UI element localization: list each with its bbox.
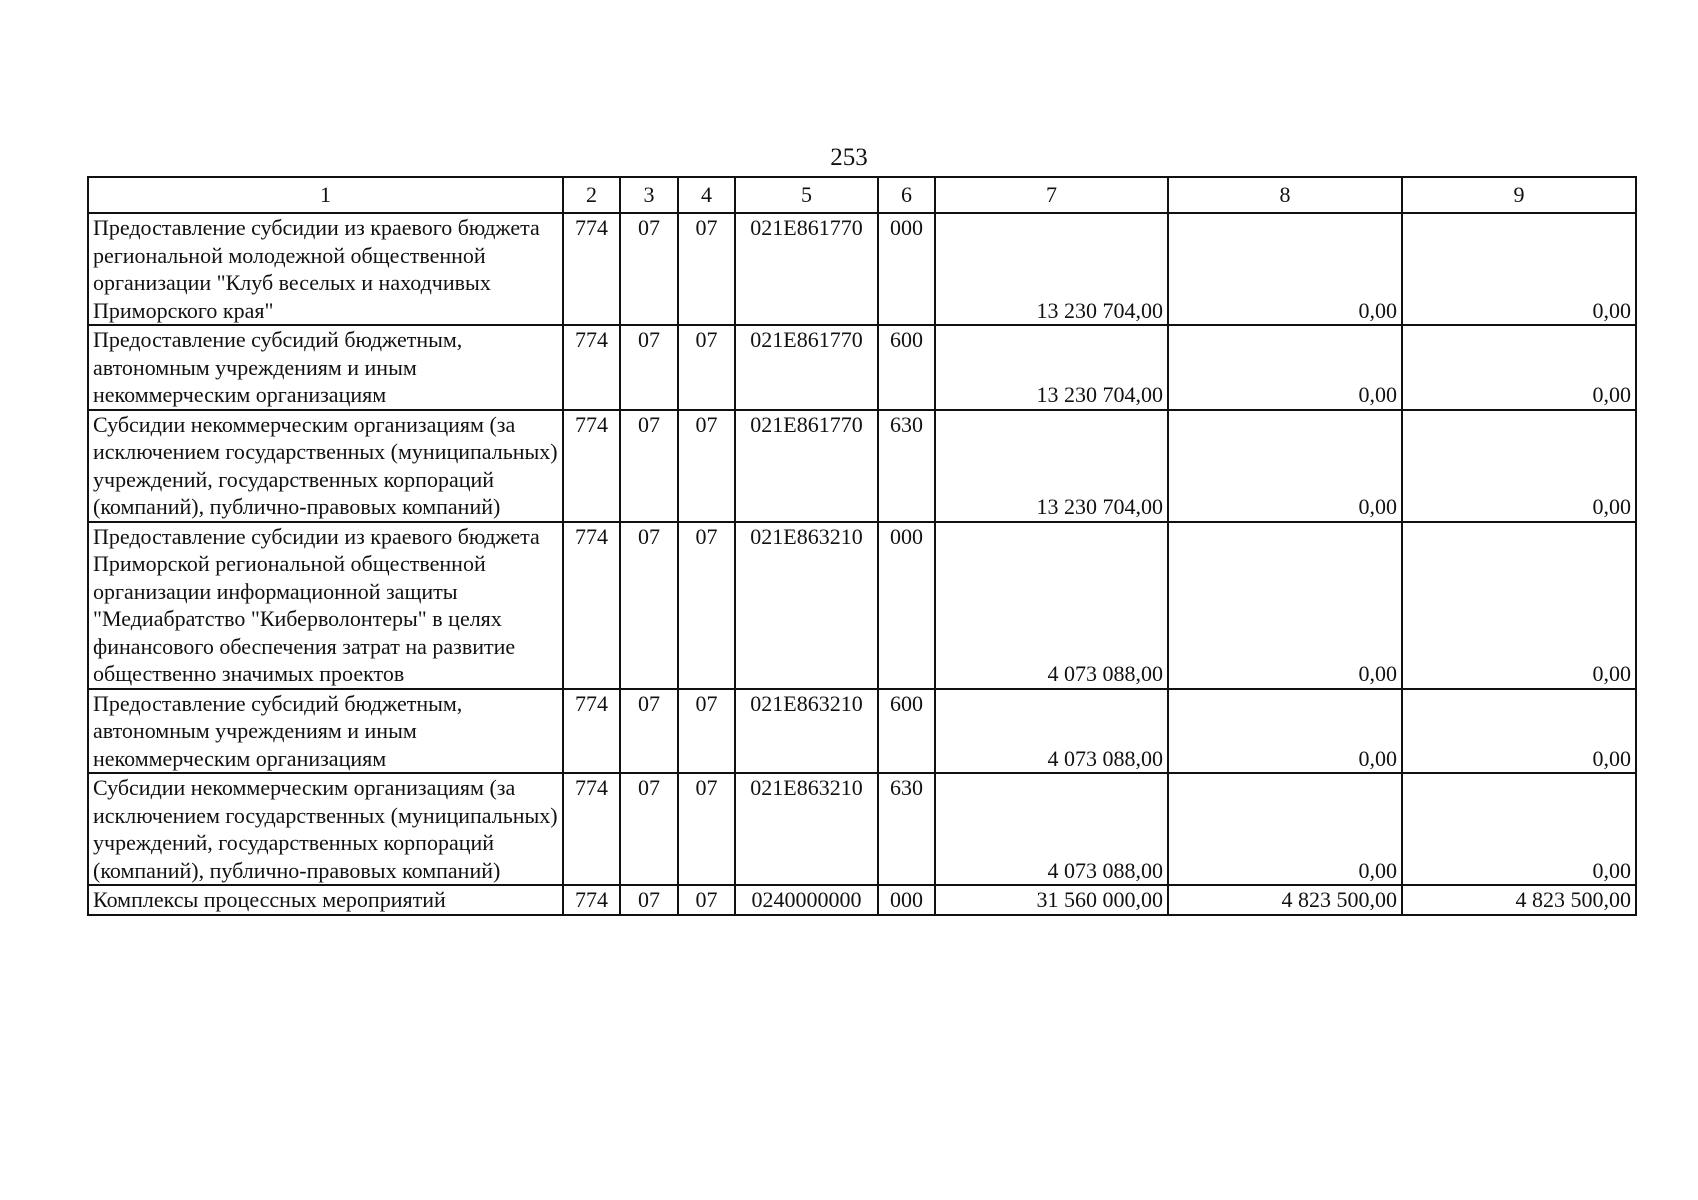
table-row	[88, 773, 1636, 885]
row-description: Предоставление субсидии из краевого бюджета региональной молодежной общественной организации "Клуб веселых и находчивых Приморского края"	[88, 213, 563, 325]
cell-target-article: 021E863210	[735, 689, 878, 774]
column-header: 6	[878, 177, 935, 213]
cell-expense-type: 000	[878, 522, 935, 689]
cell-amount-col8: 0,00	[1168, 410, 1402, 522]
row-description: Комплексы процессных мероприятий	[88, 885, 563, 915]
cell-amount-col7: 13 230 704,00	[935, 325, 1168, 410]
cell-amount-col9: 0,00	[1402, 773, 1636, 885]
cell-subsection: 07	[678, 325, 735, 410]
cell-grbs: 774	[563, 689, 620, 774]
column-header: 8	[1168, 177, 1402, 213]
cell-section: 07	[620, 522, 678, 689]
cell-expense-type: 600	[878, 689, 935, 774]
cell-amount-col8: 0,00	[1168, 213, 1402, 325]
cell-target-article: 021E863210	[735, 773, 878, 885]
cell-target-article: 021E861770	[735, 213, 878, 325]
row-description: Субсидии некоммерческим организациям (за исключением государственных (муниципальных) учреждений, государственных корпораций (компаний), публично-правовых компаний)	[88, 773, 563, 885]
cell-grbs: 774	[563, 522, 620, 689]
page-number: 253	[830, 144, 868, 171]
cell-subsection: 07	[678, 213, 735, 325]
cell-amount-col9: 0,00	[1402, 325, 1636, 410]
budget-table	[87, 176, 1637, 916]
column-header: 3	[620, 177, 678, 213]
cell-amount-col8: 0,00	[1168, 773, 1402, 885]
cell-amount-col7: 4 073 088,00	[935, 689, 1168, 774]
cell-subsection: 07	[678, 522, 735, 689]
row-description: Предоставление субсидий бюджетным, автономным учреждениям и иным некоммерческим организациям	[88, 325, 563, 410]
cell-subsection: 07	[678, 885, 735, 915]
cell-amount-col7: 13 230 704,00	[935, 410, 1168, 522]
column-header: 1	[88, 177, 563, 213]
column-header: 4	[678, 177, 735, 213]
cell-amount-col8: 0,00	[1168, 325, 1402, 410]
cell-amount-col7: 13 230 704,00	[935, 213, 1168, 325]
cell-amount-col9: 4 823 500,00	[1402, 885, 1636, 915]
column-header: 2	[563, 177, 620, 213]
cell-section: 07	[620, 213, 678, 325]
table-row	[88, 410, 1636, 522]
column-header: 5	[735, 177, 878, 213]
row-description: Предоставление субсидий бюджетным, автономным учреждениям и иным некоммерческим организациям	[88, 689, 563, 774]
column-header: 9	[1402, 177, 1636, 213]
cell-target-article: 0240000000	[735, 885, 878, 915]
cell-section: 07	[620, 773, 678, 885]
cell-grbs: 774	[563, 885, 620, 915]
cell-amount-col7: 31 560 000,00	[935, 885, 1168, 915]
cell-section: 07	[620, 325, 678, 410]
cell-subsection: 07	[678, 773, 735, 885]
cell-section: 07	[620, 410, 678, 522]
cell-amount-col9: 0,00	[1402, 522, 1636, 689]
cell-amount-col7: 4 073 088,00	[935, 773, 1168, 885]
cell-target-article: 021E861770	[735, 410, 878, 522]
cell-subsection: 07	[678, 689, 735, 774]
table-row	[88, 689, 1636, 774]
cell-amount-col9: 0,00	[1402, 689, 1636, 774]
cell-amount-col8: 0,00	[1168, 689, 1402, 774]
cell-amount-col9: 0,00	[1402, 213, 1636, 325]
cell-target-article: 021E863210	[735, 522, 878, 689]
cell-amount-col8: 0,00	[1168, 522, 1402, 689]
cell-expense-type: 000	[878, 885, 935, 915]
cell-amount-col7: 4 073 088,00	[935, 522, 1168, 689]
cell-amount-col9: 0,00	[1402, 410, 1636, 522]
table-row	[88, 522, 1636, 689]
cell-expense-type: 600	[878, 325, 935, 410]
row-description: Предоставление субсидии из краевого бюджета Приморской региональной общественной организации информационной защиты "Медиабратство "Киберволонтеры" в целях финансового обеспечения затрат на развитие общественно значимых проектов	[88, 522, 563, 689]
table-row	[88, 325, 1636, 410]
cell-target-article: 021E861770	[735, 325, 878, 410]
table-header-row	[88, 177, 1636, 213]
cell-grbs: 774	[563, 410, 620, 522]
cell-grbs: 774	[563, 325, 620, 410]
cell-expense-type: 000	[878, 213, 935, 325]
cell-subsection: 07	[678, 410, 735, 522]
cell-section: 07	[620, 885, 678, 915]
column-header: 7	[935, 177, 1168, 213]
table-row	[88, 213, 1636, 325]
cell-grbs: 774	[563, 213, 620, 325]
cell-section: 07	[620, 689, 678, 774]
cell-expense-type: 630	[878, 773, 935, 885]
cell-expense-type: 630	[878, 410, 935, 522]
table-row	[88, 885, 1636, 915]
cell-grbs: 774	[563, 773, 620, 885]
cell-amount-col8: 4 823 500,00	[1168, 885, 1402, 915]
row-description: Субсидии некоммерческим организациям (за исключением государственных (муниципальных) учреждений, государственных корпораций (компаний), публично-правовых компаний)	[88, 410, 563, 522]
